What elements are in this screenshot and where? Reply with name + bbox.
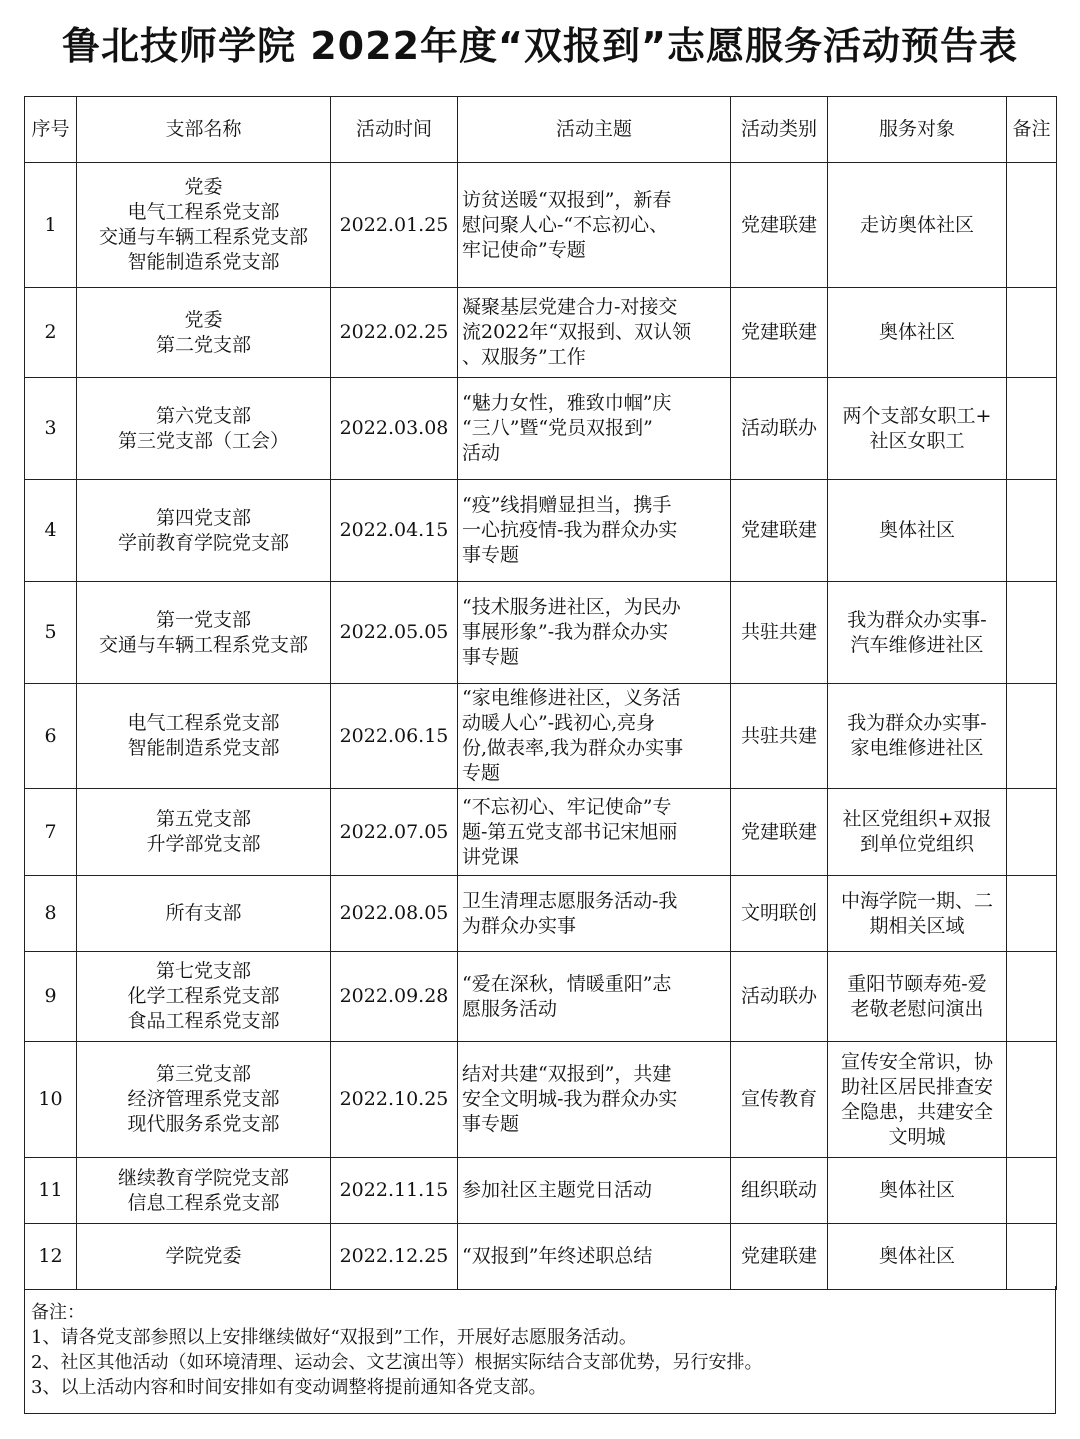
activity-date: 2022.06.15 [331, 684, 458, 789]
branch-name-line: 党委 [184, 176, 223, 198]
activity-theme [458, 163, 731, 288]
page-title: 鲁北技师学院 2022年度“双报到”志愿服务活动预告表 [62, 24, 1018, 68]
activity-category: 组织联动 [731, 1158, 828, 1224]
notes-item-2: 2、社区其他活动（如环境清理、运动会、文艺演出等）根据实际结合支部优势，另行安排。 [31, 1352, 763, 1373]
branch-name-line: 所有支部 [165, 902, 242, 924]
activity-category: 活动联办 [731, 378, 828, 480]
header-remark: 备注 [1007, 97, 1057, 163]
service-target-line: 社区党组织+双报 [842, 808, 992, 830]
table-row [25, 1158, 1057, 1224]
activity-date: 2022.11.15 [331, 1158, 458, 1224]
branch-name-line: 现代服务系党支部 [127, 1113, 280, 1135]
remark-cell [1007, 876, 1057, 952]
activity-category: 宣传教育 [731, 1042, 828, 1158]
branch-name [77, 480, 331, 582]
activity-theme [458, 789, 731, 876]
service-target [828, 163, 1007, 288]
service-target [828, 789, 1007, 876]
service-target-line: 奥体社区 [878, 1245, 955, 1267]
activity-theme [458, 876, 731, 952]
service-target-line: 助社区居民排查安 [840, 1075, 993, 1098]
branch-name-line: 升学部党支部 [146, 833, 261, 855]
activity-category: 党建联建 [731, 163, 828, 288]
activity-date: 2022.05.05 [331, 582, 458, 684]
service-target [828, 378, 1007, 480]
activity-theme [458, 288, 731, 378]
activity-category: 文明联创 [731, 876, 828, 952]
branch-name-line: 智能制造系党支部 [127, 737, 280, 759]
activity-theme-line: 牢记使命”专题 [462, 238, 586, 261]
branch-name [77, 1158, 331, 1224]
branch-name-line: 学前教育学院党支部 [117, 531, 289, 554]
row-number: 5 [25, 582, 77, 684]
activity-theme-line: 结对共建“双报到”，共建 [462, 1063, 672, 1085]
branch-name [77, 1042, 331, 1158]
activity-theme [458, 1224, 731, 1290]
activity-theme-line: “爱在深秋，情暖重阳”志 [462, 972, 672, 995]
branch-name-line: 第五党支部 [155, 808, 251, 830]
table-row [25, 952, 1057, 1042]
branch-name [77, 288, 331, 378]
service-target [828, 952, 1007, 1042]
service-target-line: 老敬老慰问演出 [850, 997, 984, 1020]
branch-name [77, 876, 331, 952]
table-row [25, 1042, 1057, 1158]
service-target [828, 480, 1007, 582]
service-target-line: 两个支部女职工+ [842, 404, 992, 427]
header-category: 活动类别 [731, 97, 828, 163]
service-target [828, 288, 1007, 378]
branch-name-line: 交通与车辆工程系党支部 [98, 226, 308, 248]
row-number: 8 [25, 876, 77, 952]
activity-table [24, 96, 1057, 1290]
service-target-line: 期相关区域 [869, 914, 965, 937]
service-target-line: 我为群众办实事- [847, 712, 987, 734]
remark-cell [1007, 1158, 1057, 1224]
row-number: 1 [25, 163, 77, 288]
branch-name-line: 第七党支部 [155, 960, 251, 982]
branch-name-line: 食品工程系党支部 [127, 1010, 280, 1032]
activity-theme [458, 1158, 731, 1224]
notes-item-1: 1、请各党支部参照以上安排继续做好“双报到”工作，开展好志愿服务活动。 [31, 1327, 637, 1348]
activity-theme-line: 访贫送暖“双报到”，新春 [462, 188, 672, 211]
activity-theme-line: “双报到”年终述职总结 [462, 1245, 653, 1267]
branch-name [77, 684, 331, 789]
notes-section [24, 1286, 1056, 1414]
branch-name-line: 第三党支部（工会） [117, 429, 289, 452]
branch-name-line: 第四党支部 [155, 506, 251, 529]
table-row [25, 582, 1057, 684]
activity-theme-line: 参加社区主题党日活动 [462, 1179, 653, 1201]
table-row [25, 1224, 1057, 1290]
remark-cell [1007, 789, 1057, 876]
activity-date: 2022.04.15 [331, 480, 458, 582]
service-target-line: 全隐患，共建安全 [840, 1100, 993, 1123]
row-number: 6 [25, 684, 77, 789]
row-number: 11 [25, 1158, 77, 1224]
branch-name-line: 经济管理系党支部 [127, 1088, 280, 1110]
activity-theme-line: “三八”暨“党员双报到” [462, 417, 653, 439]
activity-theme-line: 讲党课 [462, 845, 520, 868]
branch-name-line: 电气工程系党支部 [127, 201, 280, 223]
activity-theme-line: 专题 [462, 762, 501, 784]
service-target [828, 1224, 1007, 1290]
row-number: 9 [25, 952, 77, 1042]
remark-cell [1007, 952, 1057, 1042]
table-row [25, 288, 1057, 378]
branch-name-line: 第三党支部 [155, 1063, 251, 1085]
service-target-line: 汽车维修进社区 [850, 633, 984, 656]
activity-theme-line: 为群众办实事 [462, 914, 577, 937]
row-number: 10 [25, 1042, 77, 1158]
activity-theme-line: 动暖人心”-践初心,亮身 [462, 712, 656, 734]
activity-category: 党建联建 [731, 789, 828, 876]
branch-name-line: 第二党支部 [155, 333, 251, 356]
branch-name-line: 第六党支部 [155, 404, 251, 427]
branch-name-line: 电气工程系党支部 [127, 712, 280, 734]
service-target [828, 582, 1007, 684]
service-target-line: 奥体社区 [878, 519, 955, 541]
table-row [25, 684, 1057, 789]
branch-name [77, 582, 331, 684]
activity-date: 2022.10.25 [331, 1042, 458, 1158]
row-number: 7 [25, 789, 77, 876]
branch-name-line: 交通与车辆工程系党支部 [98, 633, 308, 656]
activity-date: 2022.09.28 [331, 952, 458, 1042]
remark-cell [1007, 684, 1057, 789]
activity-theme-line: 份,做表率,我为群众办实事 [462, 737, 684, 759]
activity-theme-line: 流2022年“双报到、双认领 [462, 321, 692, 343]
table-body [25, 163, 1057, 1290]
activity-theme-line: 一心抗疫情-我为群众办实 [462, 519, 678, 541]
activity-theme-line: 安全文明城-我为群众办实 [462, 1088, 678, 1110]
activity-theme-line: 、双服务”工作 [462, 346, 586, 368]
activity-theme [458, 378, 731, 480]
row-number: 2 [25, 288, 77, 378]
activity-category: 活动联办 [731, 952, 828, 1042]
remark-cell [1007, 163, 1057, 288]
remark-cell [1007, 582, 1057, 684]
activity-theme-line: 愿服务活动 [462, 997, 558, 1020]
table-row [25, 163, 1057, 288]
activity-theme [458, 952, 731, 1042]
header-theme: 活动主题 [458, 97, 731, 163]
service-target-line: 走访奥体社区 [859, 213, 974, 236]
table-row [25, 789, 1057, 876]
activity-theme-line: 凝聚基层党建合力-对接交 [462, 296, 678, 318]
service-target-line: 我为群众办实事- [847, 608, 987, 631]
branch-name-line: 智能制造系党支部 [127, 251, 280, 273]
activity-theme-line: 卫生清理志愿服务活动-我 [462, 889, 678, 912]
remark-cell [1007, 480, 1057, 582]
service-target [828, 876, 1007, 952]
service-target-line: 宣传安全常识，协 [840, 1050, 993, 1073]
activity-theme-line: 事专题 [462, 1113, 520, 1135]
header-branch: 支部名称 [77, 97, 331, 163]
service-target-line: 家电维修进社区 [850, 737, 984, 759]
branch-name-line: 继续教育学院党支部 [117, 1166, 289, 1189]
activity-date: 2022.02.25 [331, 288, 458, 378]
branch-name-line: 党委 [184, 308, 223, 331]
activity-theme-line: 事专题 [462, 646, 520, 668]
row-number: 3 [25, 378, 77, 480]
activity-theme [458, 582, 731, 684]
activity-theme [458, 480, 731, 582]
table-row [25, 378, 1057, 480]
activity-theme-line: “技术服务进社区，为民办 [462, 596, 681, 618]
branch-name [77, 789, 331, 876]
header-date: 活动时间 [331, 97, 458, 163]
branch-name-line: 第一党支部 [155, 608, 251, 631]
service-target-line: 文明城 [888, 1125, 946, 1148]
remark-cell [1007, 288, 1057, 378]
activity-category: 党建联建 [731, 1224, 828, 1290]
activity-theme-line: “魅力女性，雅致巾帼”庆 [462, 392, 672, 414]
branch-name [77, 163, 331, 288]
table-row [25, 480, 1057, 582]
service-target [828, 1158, 1007, 1224]
branch-name-line: 学院党委 [165, 1245, 242, 1267]
activity-theme-line: 题-第五党支部书记宋旭丽 [462, 820, 678, 843]
remark-cell [1007, 1224, 1057, 1290]
activity-category: 共驻共建 [731, 684, 828, 789]
service-target-line: 奥体社区 [878, 1179, 955, 1201]
activity-category: 共驻共建 [731, 582, 828, 684]
remark-cell [1007, 1042, 1057, 1158]
activity-theme-line: 活动 [462, 442, 501, 464]
activity-theme [458, 684, 731, 789]
activity-date: 2022.12.25 [331, 1224, 458, 1290]
row-number: 4 [25, 480, 77, 582]
branch-name-line: 信息工程系党支部 [127, 1191, 280, 1214]
header-target: 服务对象 [828, 97, 1007, 163]
header-no: 序号 [25, 97, 77, 163]
notes-heading: 备注： [31, 1302, 85, 1323]
service-target-line: 到单位党组织 [859, 833, 974, 855]
activity-theme-line: 事展形象”-我为群众办实 [462, 621, 669, 643]
service-target-line: 奥体社区 [878, 321, 955, 343]
activity-date: 2022.03.08 [331, 378, 458, 480]
branch-name [77, 378, 331, 480]
branch-name [77, 1224, 331, 1290]
activity-theme-line: “家电维修进社区，义务活 [462, 687, 681, 709]
activity-theme-line: 事专题 [462, 544, 520, 566]
activity-date: 2022.07.05 [331, 789, 458, 876]
branch-name-line: 化学工程系党支部 [127, 985, 280, 1007]
service-target [828, 684, 1007, 789]
activity-theme-line: “疫”线捐赠显担当，携手 [462, 494, 672, 516]
branch-name [77, 952, 331, 1042]
activity-date: 2022.01.25 [331, 163, 458, 288]
activity-category: 党建联建 [731, 288, 828, 378]
service-target-line: 中海学院一期、二 [840, 889, 993, 912]
service-target-line: 社区女职工 [869, 429, 965, 452]
activity-category: 党建联建 [731, 480, 828, 582]
service-target [828, 1042, 1007, 1158]
header-row [25, 97, 1057, 163]
activity-date: 2022.08.05 [331, 876, 458, 952]
remark-cell [1007, 378, 1057, 480]
table-row [25, 876, 1057, 952]
activity-theme-line: “不忘初心、牢记使命”专 [462, 795, 672, 818]
activity-theme-line: 慰问聚人心-“不忘初心、 [462, 213, 669, 236]
service-target-line: 重阳节颐寿苑-爱 [847, 972, 987, 995]
row-number: 12 [25, 1224, 77, 1290]
activity-theme [458, 1042, 731, 1158]
notes-item-3: 3、以上活动内容和时间安排如有变动调整将提前通知各党支部。 [31, 1377, 547, 1398]
